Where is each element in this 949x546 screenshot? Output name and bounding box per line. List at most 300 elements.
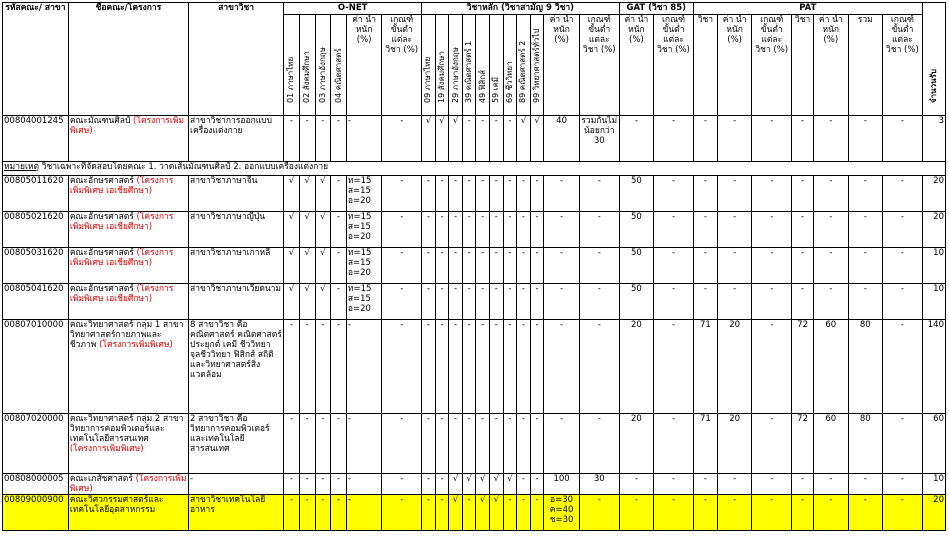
onet-min: - [382, 414, 422, 474]
pat-p1m: - [752, 320, 792, 414]
row-code: 00807020000 [3, 414, 69, 474]
core-mark: - [462, 116, 476, 162]
core-mark: √ [476, 474, 490, 495]
gat-weight-header: ค่า น้ำหนัก (%) [619, 15, 653, 116]
onet-min: - [382, 474, 422, 495]
onet-mark: √ [284, 284, 300, 320]
gat-min: - [654, 116, 694, 162]
onet-mark: - [315, 414, 331, 474]
core-weight: - [544, 414, 580, 474]
pat-p2m: - [883, 414, 923, 474]
core-mark: √ [476, 495, 490, 531]
core-min: - [579, 248, 619, 284]
core-mark: - [530, 414, 544, 474]
row-faculty [68, 474, 188, 495]
core-mark: - [476, 116, 490, 162]
core-mark: - [517, 474, 531, 495]
onet-subject-header: 04 คณิตศาสตร์ [331, 15, 347, 116]
core-mark: √ [490, 495, 504, 531]
core-mark: - [449, 176, 463, 212]
note-text: วิชาเฉพาะที่จัดสอบโดยคณะ 1. วาดเส้นมัณฑนศิลป์ 2. ออกแบบเครื่องแต่งกาย [39, 162, 329, 172]
core-mark: - [476, 284, 490, 320]
core-mark: √ [490, 474, 504, 495]
pat-p2w: - [814, 495, 848, 531]
onet-mark: - [331, 495, 347, 531]
core-mark: - [435, 320, 449, 414]
core-mark: - [435, 495, 449, 531]
faculty-name: คณะอักษรศาสตร์ [69, 212, 134, 222]
row-major: สาขาวิชาเทคโนโลยีอาหาร [189, 495, 284, 531]
pat-p2m: - [883, 495, 923, 531]
pat-p2m: - [883, 284, 923, 320]
onet-mark: - [315, 116, 331, 162]
onet-mark: √ [299, 284, 315, 320]
core-mark: - [503, 320, 517, 414]
row-quota: 10 [922, 248, 945, 284]
project-label: (โครงการเพิ่มพิเศษ เอเชียศึกษา) [69, 176, 174, 196]
onet-mark: - [284, 474, 300, 495]
pat1-weight-header: ค่า น้ำหนัก (%) [717, 15, 751, 116]
pat-p1: - [693, 176, 717, 212]
onet-mark: - [331, 474, 347, 495]
table-row [3, 176, 946, 212]
core-mark: - [490, 116, 504, 162]
onet-weight: ท=15 ส=15 อ=20 [346, 176, 382, 212]
pat-p2: - [792, 116, 814, 162]
core-mark: - [422, 474, 436, 495]
row-code: 00804001245 [3, 116, 69, 162]
core-mark: √ [517, 116, 531, 162]
pat-ptot: - [848, 212, 882, 248]
pat-p2: - [792, 495, 814, 531]
row-major: สาขาวิชาการออกแบบเครื่องแต่งกาย [189, 116, 284, 162]
pat1-min-header: เกณฑ์ ขั้นต่ำ แต่ละ วิชา (%) [752, 15, 792, 116]
gat-weight: 50 [619, 284, 653, 320]
core-mark: - [490, 248, 504, 284]
project-label: (โครงการเพิ่มพิเศษ เอเชียศึกษา) [69, 248, 174, 268]
row-quota: 10 [922, 474, 945, 495]
pat-p2w: - [814, 116, 848, 162]
core-mark: - [517, 212, 531, 248]
core-mark: - [503, 248, 517, 284]
row-faculty [68, 284, 188, 320]
onet-mark: - [284, 495, 300, 531]
core-mark: √ [530, 116, 544, 162]
core-mark: - [422, 320, 436, 414]
gat-min: - [654, 414, 694, 474]
onet-mark: - [284, 320, 300, 414]
admission-table [2, 2, 946, 531]
core-mark: - [490, 176, 504, 212]
row-faculty [68, 212, 188, 248]
core-mark: - [517, 320, 531, 414]
core-mark: - [476, 176, 490, 212]
core-mark: - [462, 212, 476, 248]
header-core: วิชาหลัก (วิชาสามัญ 9 วิชา) [422, 3, 620, 15]
pat-p2w: - [814, 212, 848, 248]
core-mark: - [435, 212, 449, 248]
pat-p1: - [693, 248, 717, 284]
gat-min: - [654, 212, 694, 248]
row-faculty [68, 495, 188, 531]
core-mark: - [503, 284, 517, 320]
core-weight: - [544, 284, 580, 320]
pat-p2m: - [883, 176, 923, 212]
faculty-name: คณะอักษรศาสตร์ [69, 176, 134, 186]
core-mark: √ [503, 474, 517, 495]
row-code: 00809000900 [3, 495, 69, 531]
core-mark: - [462, 495, 476, 531]
gat-weight: 20 [619, 414, 653, 474]
core-mark: - [503, 176, 517, 212]
pat-p1w: 20 [717, 414, 751, 474]
row-code: 00808000005 [3, 474, 69, 495]
onet-mark: √ [299, 176, 315, 212]
header-pat: PAT [693, 3, 922, 15]
onet-mark: - [284, 414, 300, 474]
row-major: สาขาวิชาภาษาเกาหลี [189, 248, 284, 284]
onet-subject-header: 02 สังคมศึกษา [299, 15, 315, 116]
pat-p2w: 60 [814, 320, 848, 414]
onet-mark: - [331, 284, 347, 320]
core-mark: - [490, 414, 504, 474]
core-mark: - [490, 284, 504, 320]
core-mark: - [435, 176, 449, 212]
gat-min-header: เกณฑ์ ขั้นต่ำ แต่ละ วิชา (%) [654, 15, 694, 116]
pat-p1: 71 [693, 320, 717, 414]
project-label: (โครงการเพิ่มพิเศษ) [99, 340, 173, 350]
core-min: - [579, 284, 619, 320]
core-mark: √ [462, 474, 476, 495]
gat-weight: - [619, 495, 653, 531]
row-major: 2 สาขาวิชา คือ วิทยาการคอมพิวเตอร์ และเทคโนโลยีสารสนเทศ [189, 414, 284, 474]
row-code: 00805011620 [3, 176, 69, 212]
pat-p1w: - [717, 212, 751, 248]
onet-weight: ท=15 ส=15 อ=20 [346, 284, 382, 320]
gat-weight: 50 [619, 248, 653, 284]
row-quota: 140 [922, 320, 945, 414]
pat-p1: - [693, 212, 717, 248]
row-quota: 20 [922, 212, 945, 248]
pat-ptot: - [848, 176, 882, 212]
core-mark: - [435, 474, 449, 495]
core-mark: - [476, 248, 490, 284]
core-weight: - [544, 320, 580, 414]
core-min: - [579, 176, 619, 212]
core-mark: - [503, 116, 517, 162]
core-subject-header: 59 เคมี [490, 15, 504, 116]
onet-mark: - [299, 320, 315, 414]
core-mark: √ [435, 116, 449, 162]
core-mark: - [422, 414, 436, 474]
onet-min: - [382, 248, 422, 284]
pat1-subject-header: วิชา [693, 15, 717, 116]
header-code: รหัสคณะ/ สาขา [3, 3, 69, 116]
row-quota: 3 [922, 116, 945, 162]
note-label: หมายเหตุ [4, 162, 39, 172]
core-subject-header: 99 วิทยาศาสตร์ทั่วไป [530, 15, 544, 116]
onet-weight: ท=15 ส=15 อ=20 [346, 212, 382, 248]
onet-mark: √ [315, 284, 331, 320]
core-mark: √ [422, 116, 436, 162]
core-mark: - [530, 176, 544, 212]
onet-mark: √ [315, 212, 331, 248]
onet-mark: - [315, 474, 331, 495]
faculty-name: คณะอักษรศาสตร์ [69, 248, 134, 258]
core-subject-header: 09 ภาษาไทย [422, 15, 436, 116]
onet-mark: - [331, 116, 347, 162]
onet-mark: √ [315, 248, 331, 284]
faculty-name: คณะวิศวกรรมศาสตร์และเทคโนโลยีอุตสาหกรรม [69, 495, 164, 515]
pat-total-header: รวม [848, 15, 882, 116]
onet-weight: - [346, 495, 382, 531]
core-mark: - [517, 176, 531, 212]
core-min: - [579, 320, 619, 414]
pat-ptot: - [848, 116, 882, 162]
header-gat: GAT (วิชา 85) [619, 3, 693, 15]
pat-p1: - [693, 116, 717, 162]
pat-p2w: 60 [814, 414, 848, 474]
onet-mark: - [331, 320, 347, 414]
core-min: - [579, 414, 619, 474]
core-mark: - [503, 212, 517, 248]
gat-weight: - [619, 474, 653, 495]
row-major: สาขาวิชาภาษาเวียดนาม [189, 284, 284, 320]
pat-p2: - [792, 284, 814, 320]
pat-p2m: - [883, 248, 923, 284]
pat-ptot: - [848, 284, 882, 320]
gat-min: - [654, 284, 694, 320]
row-major: สาขาวิชาภาษาญี่ปุ่น [189, 212, 284, 248]
pat-ptot: 80 [848, 414, 882, 474]
onet-mark: - [315, 320, 331, 414]
row-quota: 20 [922, 495, 945, 531]
pat-p1w: - [717, 474, 751, 495]
faculty-name: คณะวิทยาศาสตร์ กลุ่ม 2 สาขาวิทยาการคอมพิวเตอร์และเทคโนโลยีสารสนเทศ [69, 414, 184, 444]
header-faculty: ชื่อคณะ/โครงการ [68, 3, 188, 116]
core-mark: - [422, 495, 436, 531]
pat-p2: - [792, 474, 814, 495]
pat-p2: 72 [792, 320, 814, 414]
core-subject-header: 39 คณิตศาสตร์ 1 [462, 15, 476, 116]
core-mark: - [476, 320, 490, 414]
row-faculty [68, 320, 188, 414]
pat-p2w: - [814, 474, 848, 495]
project-label: (โครงการเพิ่มพิเศษ) [69, 474, 187, 494]
core-mark: - [530, 248, 544, 284]
onet-min-header: เกณฑ์ ขั้นต่ำ แต่ละ วิชา (%) [382, 15, 422, 116]
table-row [3, 116, 946, 162]
row-major: - [189, 474, 284, 495]
core-mark: - [462, 176, 476, 212]
onet-min: - [382, 284, 422, 320]
core-min: - [579, 212, 619, 248]
row-quota: 10 [922, 284, 945, 320]
table-row [3, 212, 946, 248]
pat2-min-header: เกณฑ์ ขั้นต่ำ แต่ละ วิชา (%) [883, 15, 923, 116]
onet-mark: - [299, 116, 315, 162]
core-mark: - [530, 320, 544, 414]
pat-p1w: - [717, 176, 751, 212]
gat-min: - [654, 248, 694, 284]
onet-mark: √ [299, 212, 315, 248]
onet-mark: - [299, 474, 315, 495]
gat-min: - [654, 474, 694, 495]
pat-p1w: - [717, 248, 751, 284]
core-mark: - [449, 212, 463, 248]
core-mark: √ [449, 495, 463, 531]
core-mark: - [530, 284, 544, 320]
gat-weight: 50 [619, 212, 653, 248]
onet-weight: - [346, 414, 382, 474]
row-faculty [68, 248, 188, 284]
pat-p2: - [792, 176, 814, 212]
onet-subject-header: 01 ภาษาไทย [284, 15, 300, 116]
pat-p1m: - [752, 248, 792, 284]
table-row [3, 474, 946, 495]
pat-p1w: - [717, 284, 751, 320]
row-quota: 60 [922, 414, 945, 474]
pat-p2m: - [883, 320, 923, 414]
header-major: สาขาวิชา [189, 3, 284, 116]
header-quota: จำนวนรับ [922, 3, 945, 116]
core-weight: 100 [544, 474, 580, 495]
project-label: (โครงการเพิ่มพิเศษ) [69, 444, 144, 454]
onet-mark: - [331, 414, 347, 474]
onet-mark: - [299, 495, 315, 531]
table-row [3, 495, 946, 531]
core-mark: - [422, 284, 436, 320]
core-mark: - [476, 414, 490, 474]
core-mark: - [530, 212, 544, 248]
onet-min: - [382, 495, 422, 531]
onet-mark: - [315, 495, 331, 531]
core-weight: - [544, 212, 580, 248]
core-mark: - [517, 284, 531, 320]
pat-ptot: - [848, 495, 882, 531]
project-label: (โครงการเพิ่มพิเศษ เอเชียศึกษา) [69, 212, 174, 232]
pat-p2: - [792, 212, 814, 248]
row-faculty [68, 176, 188, 212]
core-mark: - [462, 320, 476, 414]
core-mark: - [462, 248, 476, 284]
onet-min: - [382, 116, 422, 162]
onet-mark: √ [315, 176, 331, 212]
row-faculty [68, 414, 188, 474]
onet-mark: - [331, 176, 347, 212]
core-min: รวมกันไม่น้อยกว่า 30 [579, 116, 619, 162]
pat-p1m: - [752, 212, 792, 248]
row-code: 00805031620 [3, 248, 69, 284]
onet-weight: - [346, 116, 382, 162]
core-mark: - [422, 212, 436, 248]
pat-p2: 72 [792, 414, 814, 474]
core-mark: √ [449, 116, 463, 162]
project-label: (โครงการเพิ่มพิเศษ) [69, 116, 184, 136]
pat-p2w: - [814, 284, 848, 320]
pat-ptot: - [848, 474, 882, 495]
core-mark: - [422, 248, 436, 284]
core-subject-header: 49 ฟิสิกส์ [476, 15, 490, 116]
core-mark: - [462, 284, 476, 320]
onet-weight: ท=15 ส=15 อ=20 [346, 248, 382, 284]
table-row [3, 284, 946, 320]
onet-min: - [382, 212, 422, 248]
gat-weight: 20 [619, 320, 653, 414]
pat-p1w: 20 [717, 320, 751, 414]
pat-ptot: - [848, 248, 882, 284]
core-mark: - [435, 284, 449, 320]
onet-min: - [382, 176, 422, 212]
pat-p2m: - [883, 474, 923, 495]
core-mark: - [490, 212, 504, 248]
gat-min: - [654, 176, 694, 212]
core-min: - [579, 495, 619, 531]
core-min-header: เกณฑ์ ขั้นต่ำ แต่ละ วิชา (%) [579, 15, 619, 116]
pat-p1m: - [752, 284, 792, 320]
onet-min: - [382, 320, 422, 414]
faculty-name: คณะวิทยาศาสตร์ กลุ่ม 1 สาขาวิทยาศาสตร์กายภาพและชีวภาพ [69, 320, 184, 350]
pat-p2m: - [883, 212, 923, 248]
core-mark: - [462, 414, 476, 474]
pat-p1: 71 [693, 414, 717, 474]
project-label: (โครงการเพิ่มพิเศษ เอเชียศึกษา) [69, 284, 174, 304]
core-subject-header: 19 สังคมศึกษา [435, 15, 449, 116]
onet-subject-header: 03 ภาษาอังกฤษ [315, 15, 331, 116]
onet-mark: √ [299, 248, 315, 284]
table-row [3, 320, 946, 414]
core-subject-header: 69 ชีววิทยา [503, 15, 517, 116]
core-mark: - [449, 284, 463, 320]
pat-p1m: - [752, 414, 792, 474]
faculty-name: คณะมัณฑนศิลป์ [69, 116, 131, 126]
core-mark: - [503, 495, 517, 531]
onet-mark: - [331, 212, 347, 248]
pat-p1m: - [752, 176, 792, 212]
core-mark: - [449, 414, 463, 474]
note-row [3, 162, 946, 176]
row-major: สาขาวิชาภาษาจีน [189, 176, 284, 212]
gat-min: - [654, 495, 694, 531]
pat-p1m: - [752, 474, 792, 495]
onet-weight: - [346, 320, 382, 414]
core-mark: - [449, 248, 463, 284]
faculty-name: คณะเภสัชศาสตร์ [69, 474, 133, 484]
table-row [3, 414, 946, 474]
pat-p1m: - [752, 495, 792, 531]
gat-min: - [654, 320, 694, 414]
pat-p2w: - [814, 248, 848, 284]
row-code: 00805041620 [3, 284, 69, 320]
row-quota: 20 [922, 176, 945, 212]
core-weight: 40 [544, 116, 580, 162]
pat-p1m: - [752, 116, 792, 162]
gat-weight: - [619, 116, 653, 162]
core-weight-header: ค่า น้ำหนัก (%) [544, 15, 580, 116]
onet-mark: √ [284, 176, 300, 212]
table-row [3, 248, 946, 284]
core-mark: - [503, 414, 517, 474]
header-onet: O-NET [284, 3, 422, 15]
pat-p2m: - [883, 116, 923, 162]
onet-weight-header: ค่า น้ำหนัก (%) [346, 15, 382, 116]
core-mark: - [449, 320, 463, 414]
row-faculty [68, 116, 188, 162]
core-weight: - [544, 248, 580, 284]
pat-p2w: - [814, 176, 848, 212]
pat-p1: - [693, 284, 717, 320]
core-min: 30 [579, 474, 619, 495]
